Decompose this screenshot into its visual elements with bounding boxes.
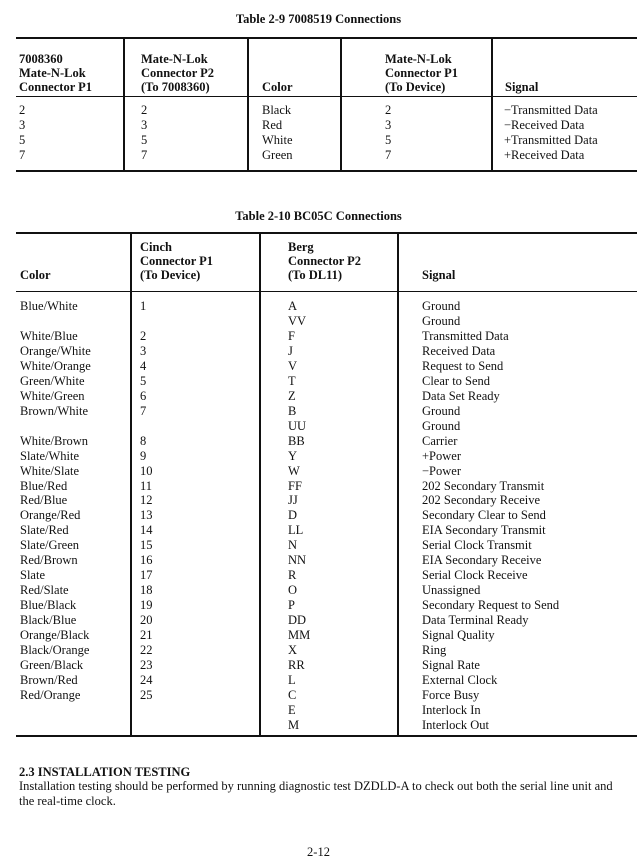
table-cell: Carrier — [422, 433, 458, 448]
table-cell: 6 — [140, 388, 147, 403]
table-cell: Red/Blue — [20, 493, 68, 508]
table-cell: 3 — [141, 118, 148, 132]
table-cell: EIA Secondary Transmit — [422, 523, 546, 538]
column-header: Cinch — [140, 240, 172, 254]
table-cell: Ground — [422, 403, 461, 418]
table-cell: NN — [288, 553, 307, 568]
table-cell: 1 — [140, 299, 147, 313]
table-cell: Ground — [422, 299, 461, 313]
table-cell: 7 — [19, 148, 26, 162]
table-cell: 10 — [140, 463, 153, 478]
table-cell: 5 — [141, 133, 148, 147]
table-cell: White — [262, 133, 293, 147]
table-cell: Serial Clock Receive — [422, 568, 528, 583]
table-cell: −Power — [422, 463, 461, 478]
table-cell: +Transmitted Data — [504, 133, 598, 147]
table-cell: F — [288, 328, 295, 343]
table-cell: Brown/Red — [20, 673, 78, 687]
table-cell: Interlock In — [422, 702, 481, 717]
table-cell: Ground — [422, 418, 461, 433]
table-cell: 3 — [385, 118, 392, 132]
table-cell: 17 — [140, 568, 153, 583]
column-divider — [491, 37, 493, 171]
column-header: Connector P2 — [141, 66, 215, 80]
table-cell: Secondary Clear to Send — [422, 508, 546, 523]
table-cell: White/Brown — [20, 433, 89, 448]
table-cell: Ring — [422, 643, 447, 658]
column-header: Berg — [288, 240, 314, 254]
table-cell: 5 — [19, 133, 26, 147]
table-cell: Brown/White — [20, 403, 89, 418]
table-cell: Request to Send — [422, 358, 504, 373]
table-cell: W — [288, 463, 300, 478]
table-cell: Received Data — [422, 343, 496, 358]
table-cell: 5 — [140, 373, 147, 388]
table-cell: L — [288, 673, 296, 687]
table-cell: FF — [288, 478, 302, 493]
table-cell: 8 — [140, 433, 147, 448]
divider — [16, 735, 637, 737]
table-cell: J — [288, 343, 293, 358]
table-cell: 202 Secondary Transmit — [422, 478, 545, 493]
table-cell: Black — [262, 103, 292, 117]
table-cell: Y — [288, 448, 298, 463]
table-cell: M — [288, 717, 300, 732]
column-header: Connector P1 — [385, 66, 459, 80]
column-divider — [123, 37, 125, 171]
column-header: (To Device) — [385, 80, 446, 94]
table-cell: DD — [288, 613, 307, 628]
table-cell: EIA Secondary Receive — [422, 553, 542, 568]
table-cell: 15 — [140, 538, 153, 553]
table-cell: Clear to Send — [422, 373, 491, 388]
table-cell: Z — [288, 388, 296, 403]
table-cell: +Power — [422, 448, 461, 463]
table-cell: Force Busy — [422, 687, 480, 702]
table-cell: 25 — [140, 687, 153, 702]
table-cell: VV — [288, 313, 307, 328]
table-cell: −Transmitted Data — [504, 103, 598, 117]
table-cell: 7 — [140, 403, 147, 418]
table-cell: Blue/Red — [20, 478, 68, 493]
table-cell: 21 — [140, 628, 153, 643]
table-cell: White/Blue — [20, 328, 78, 343]
column-divider — [397, 232, 399, 736]
divider — [16, 291, 637, 292]
table-cell: Blue/White — [20, 299, 78, 313]
column-divider — [259, 232, 261, 736]
column-divider — [340, 37, 342, 171]
table-cell: White/Slate — [20, 463, 80, 478]
table-cell: Slate — [20, 568, 45, 583]
table-cell: Data Set Ready — [422, 388, 500, 403]
table-cell: 3 — [140, 343, 147, 358]
table-cell: 202 Secondary Receive — [422, 493, 541, 508]
table-cell: Green/White — [20, 373, 85, 388]
column-header: (To Device) — [140, 268, 201, 282]
table-cell: Orange/Red — [20, 508, 81, 523]
table-cell: 2 — [141, 103, 148, 117]
table-cell: Signal Rate — [422, 658, 480, 673]
table-cell: 23 — [140, 658, 153, 673]
table-cell: Unassigned — [422, 583, 481, 598]
table-cell: White/Green — [20, 388, 85, 403]
divider — [16, 232, 637, 234]
table-cell: JJ — [288, 493, 298, 508]
section-heading: 2.3 INSTALLATION TESTING — [19, 765, 191, 779]
table-cell: 20 — [140, 613, 153, 628]
table-cell: 2 — [140, 328, 147, 343]
table-cell: −Received Data — [504, 118, 585, 132]
column-header: Signal — [505, 80, 539, 94]
column-header: Mate-N-Lok — [385, 52, 452, 66]
table-cell: 24 — [140, 673, 153, 687]
table-cell: MM — [288, 628, 311, 643]
table-cell: R — [288, 568, 297, 583]
table-cell: V — [288, 358, 298, 373]
section-body: Installation testing should be performed by running diagnostic test DZDLD-A to check out both the serial line unit and the real-time clock. — [19, 779, 613, 808]
table-cell: N — [288, 538, 298, 553]
table-cell: D — [288, 508, 298, 523]
table-cell: Slate/Red — [20, 523, 69, 538]
column-divider — [130, 232, 132, 736]
table-cell: 22 — [140, 643, 153, 658]
table-cell: Transmitted Data — [422, 328, 509, 343]
table-cell: 18 — [140, 583, 153, 598]
table-cell: Green — [262, 148, 293, 162]
table-cell: 9 — [140, 448, 147, 463]
table-cell: Red/Brown — [20, 553, 78, 568]
column-header: Mate-N-Lok — [19, 66, 86, 80]
table-cell: BB — [288, 433, 305, 448]
table-cell: 3 — [19, 118, 26, 132]
table-cell: 16 — [140, 553, 153, 568]
table-cell: Interlock Out — [422, 717, 489, 732]
column-header: Signal — [422, 268, 456, 282]
table-cell: 13 — [140, 508, 153, 523]
table-cell: RR — [288, 658, 305, 673]
table-cell: T — [288, 373, 296, 388]
table-cell: Orange/Black — [20, 628, 90, 643]
table-cell: Black/Blue — [20, 613, 77, 628]
table-cell: Red — [262, 118, 283, 132]
table-cell: Serial Clock Transmit — [422, 538, 532, 553]
column-header: Mate-N-Lok — [141, 52, 208, 66]
table-cell: +Received Data — [504, 148, 585, 162]
table-cell: B — [288, 403, 297, 418]
table-cell: 4 — [140, 358, 147, 373]
divider — [16, 37, 637, 39]
table-cell: 2 — [385, 103, 392, 117]
table-cell: X — [288, 643, 298, 658]
column-header: Color — [20, 268, 51, 282]
table-cell: 2 — [19, 103, 26, 117]
table-cell: 5 — [385, 133, 392, 147]
table-cell: Slate/White — [20, 448, 80, 463]
table1-title: Table 2-9 7008519 Connections — [235, 12, 402, 26]
page-number: 2-12 — [307, 845, 330, 859]
table-cell: Black/Orange — [20, 643, 90, 658]
column-header: Connector P1 — [19, 80, 93, 94]
table-cell: External Clock — [422, 673, 498, 687]
table-cell: P — [288, 598, 295, 613]
table-cell: 11 — [140, 478, 153, 493]
table-cell: Red/Slate — [20, 583, 69, 598]
column-divider — [247, 37, 249, 171]
column-header: Color — [262, 80, 293, 94]
table-cell: Signal Quality — [422, 628, 495, 643]
column-header: 7008360 — [19, 52, 63, 66]
table-cell: 7 — [385, 148, 392, 162]
table-cell: White/Orange — [20, 358, 91, 373]
table-cell: C — [288, 687, 297, 702]
table-cell: Blue/Black — [20, 598, 77, 613]
table-cell: Slate/Green — [20, 538, 80, 553]
column-header: Connector P2 — [288, 254, 362, 268]
table-cell: Red/Orange — [20, 687, 81, 702]
divider — [16, 170, 637, 172]
column-header: (To DL11) — [288, 268, 343, 282]
table2-title: Table 2-10 BC05C Connections — [235, 209, 402, 223]
table-cell: LL — [288, 523, 304, 538]
table-cell: Data Terminal Ready — [422, 613, 529, 628]
column-header: Connector P1 — [140, 254, 214, 268]
table-cell: 12 — [140, 493, 153, 508]
table-cell: UU — [288, 418, 307, 433]
table-cell: E — [288, 702, 296, 717]
table-cell: A — [288, 299, 298, 313]
table-cell: 19 — [140, 598, 153, 613]
table-cell: Secondary Request to Send — [422, 598, 560, 613]
table-cell: O — [288, 583, 298, 598]
divider — [16, 96, 637, 97]
table-cell: Green/Black — [20, 658, 84, 673]
table-cell: 7 — [141, 148, 148, 162]
column-header: (To 7008360) — [141, 80, 210, 94]
table-cell: Orange/White — [20, 343, 91, 358]
table-cell: 14 — [140, 523, 153, 538]
table-cell: Ground — [422, 313, 461, 328]
